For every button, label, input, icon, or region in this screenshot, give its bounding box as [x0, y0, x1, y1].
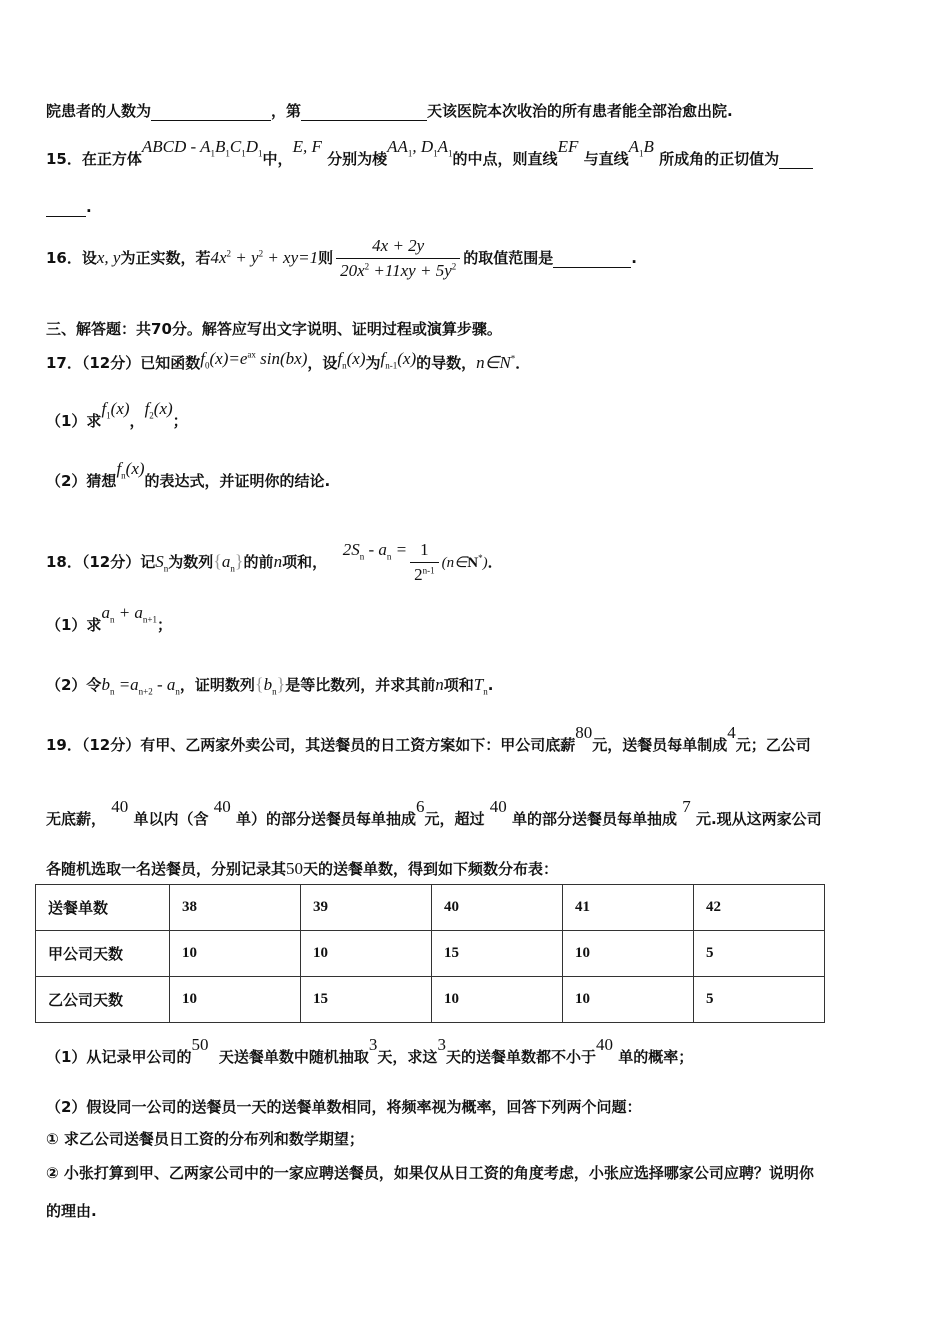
math: a [221, 552, 231, 571]
sub: n [121, 470, 126, 481]
question-19-line2 [46, 797, 822, 829]
table-row [36, 931, 825, 977]
answer-blank [151, 102, 271, 121]
question-17 [46, 349, 531, 374]
math: f [337, 349, 343, 368]
text: 为数列 [168, 553, 214, 571]
fn-1 [380, 349, 417, 371]
text: ，设 [307, 354, 338, 372]
sup: n-1 [422, 565, 435, 576]
text: 是等比数列，并求其前 [285, 676, 436, 694]
table-header: 送餐单数 [36, 885, 170, 931]
question-16 [46, 236, 637, 281]
math: ) [482, 555, 488, 571]
text: ． [515, 354, 531, 372]
math: , D [412, 137, 434, 156]
sub: 1 [638, 148, 644, 159]
math: x, y [96, 248, 121, 267]
question-15 [46, 137, 813, 170]
text: 则 [318, 249, 334, 267]
sub: 1 [225, 148, 230, 159]
sub: n+1 [142, 614, 157, 625]
text: . [631, 249, 637, 267]
text: 单）的部分送餐员每单抽成 [235, 810, 416, 828]
math: 4x [210, 248, 227, 267]
text: 的中点，则直线 [452, 150, 558, 168]
math: b [263, 675, 273, 694]
table-header: 42 [694, 885, 825, 931]
answer-blank [46, 198, 86, 217]
question-number: 18．（12分）记 [46, 553, 156, 571]
table-cell: 10 [432, 977, 563, 1023]
math: n∈N [476, 353, 511, 372]
math: 20x [340, 261, 365, 280]
fn [116, 459, 145, 481]
text: （2）猜想 [46, 472, 117, 490]
math: b [101, 675, 110, 694]
math: 40 [489, 797, 507, 816]
continuation-line [46, 100, 733, 121]
sub: n [175, 686, 180, 697]
line-a1b [628, 137, 654, 159]
table-cell: 15 [432, 931, 563, 977]
math: B [215, 137, 226, 156]
sub: n [483, 686, 488, 697]
math: =1 [298, 248, 319, 267]
sub: n [109, 614, 115, 625]
numerator: 4x + 2y [372, 236, 425, 255]
denominator [336, 258, 460, 281]
fn [337, 349, 366, 371]
math: 50 [191, 1035, 209, 1054]
math: A [628, 137, 639, 156]
question-19-part2-1: ① 求乙公司送餐员日工资的分布列和数学期望； [46, 1130, 364, 1148]
table-cell: 10 [170, 931, 301, 977]
sub: 1 [106, 410, 111, 421]
math: =a [114, 675, 139, 694]
text: ． [487, 553, 503, 571]
sup: 2 [451, 261, 457, 272]
sub: n [163, 563, 169, 574]
math: - [190, 137, 197, 156]
math: f [116, 459, 122, 478]
math: (x) [346, 349, 366, 368]
text: 元；乙公司 [735, 736, 811, 754]
question-17-part1 [46, 399, 188, 432]
sub: 1 [210, 148, 216, 159]
text: 元，超过 [424, 810, 485, 828]
answer-blank [301, 102, 427, 121]
brace-icon: { [213, 551, 222, 571]
text: ； [157, 616, 173, 634]
math: 6 [415, 797, 425, 816]
text: ； [172, 412, 188, 430]
text: ，证明数列 [179, 676, 255, 694]
math: C [229, 137, 242, 156]
sub: n [359, 551, 365, 562]
math: n [435, 675, 444, 694]
math: 7 [682, 797, 691, 816]
text: 与直线 [583, 150, 629, 168]
sn [155, 552, 169, 574]
math: 50 [286, 859, 304, 878]
math: f [380, 349, 386, 368]
sum-expr [101, 603, 157, 625]
text: 单的部分送餐员每单抽成 [511, 810, 677, 828]
question-18-part2 [46, 674, 493, 696]
text: 单的概率； [618, 1048, 694, 1066]
table-cell: 10 [563, 931, 694, 977]
text: ，第 [271, 102, 302, 120]
question-19-part2-2: ② 小张打算到甲、乙两家公司中的一家应聘送餐员，如果仅从日工资的角度考虑，小张应选择哪家公司应聘？说明你 [46, 1164, 814, 1182]
function-def [200, 349, 308, 371]
sup: 2 [226, 248, 232, 259]
answer-blank [553, 249, 631, 268]
text: 的取值范围是 [463, 249, 554, 267]
text: 为正实数，若 [120, 249, 211, 267]
fraction [410, 540, 439, 585]
question-19-part1 [46, 1035, 694, 1067]
question-15-cont [46, 198, 92, 217]
math: =e [228, 349, 248, 368]
sub: 2 [149, 410, 154, 421]
math: sin [255, 349, 280, 368]
text: 中， [262, 150, 293, 168]
table-cell: 甲公司天数 [36, 931, 170, 977]
math: (x) [397, 349, 417, 368]
sub: n [109, 686, 115, 697]
bn [263, 675, 277, 697]
math: +11xy + 5y [369, 261, 452, 280]
brace-icon: { [254, 674, 264, 694]
brace-icon: } [276, 674, 286, 694]
math: - a [152, 675, 176, 694]
text: 分别为棱 [327, 150, 388, 168]
math: 40 [111, 797, 129, 816]
math: (x) [209, 349, 229, 368]
text: . [86, 198, 92, 216]
math: - a [364, 540, 387, 559]
text: 各随机选取一名送餐员，分别记录其 [46, 860, 287, 878]
math: B [643, 137, 654, 156]
numerator: 1 [420, 540, 429, 559]
text: ， [129, 412, 145, 430]
question-18 [46, 540, 503, 585]
text: 19．（12分）有甲、乙两家外卖公司，其送餐员的日工资方案如下：甲公司底薪 [46, 736, 576, 754]
sub: n [342, 360, 347, 371]
condition [210, 248, 318, 267]
math: f [200, 349, 205, 368]
sup: 2 [364, 261, 370, 272]
text: 天的送餐单数都不小于 [445, 1048, 596, 1066]
section-heading: 三、解答题：共70分。解答应写出文字说明、证明过程或演算步骤。 [46, 320, 502, 338]
question-18-part1 [46, 603, 173, 636]
table-header: 41 [563, 885, 694, 931]
table-cell: 10 [563, 977, 694, 1023]
table-cell: 乙公司天数 [36, 977, 170, 1023]
question-19-part2: （2）假设同一公司的送餐员一天的送餐单数相同，将频率视为概率，回答下列两个问题： [46, 1098, 642, 1116]
condition [442, 555, 488, 571]
question-19-part2-3: 的理由. [46, 1202, 97, 1220]
text: . [487, 676, 494, 694]
text: 项和， [282, 553, 328, 571]
text: （1）求 [46, 616, 102, 634]
table-cell: 10 [301, 931, 432, 977]
text: 所成角的正切值为 [659, 150, 780, 168]
table-cell: 5 [694, 977, 825, 1023]
math: N [467, 555, 479, 571]
table-cell: 15 [301, 977, 432, 1023]
math: (n∈ [441, 555, 468, 571]
text: 天，求这 [377, 1048, 438, 1066]
sub: 1 [258, 148, 263, 159]
cube-name [141, 137, 263, 159]
table-cell: 5 [694, 931, 825, 977]
text: 无底薪， [46, 810, 107, 828]
table-cell: 10 [170, 977, 301, 1023]
sub: 0 [204, 360, 210, 371]
math: f [144, 399, 150, 418]
math: ABCD [141, 137, 187, 156]
text: 院患者的人数为 [46, 102, 152, 120]
math: T [473, 675, 484, 694]
math: + a [114, 603, 143, 622]
question-number: 15．在正方体 [46, 150, 142, 168]
math: (x) [125, 459, 145, 478]
math: S [155, 552, 164, 571]
table-header-row [36, 885, 825, 931]
math: 4 [727, 723, 736, 742]
n-domain [476, 353, 515, 372]
math: D [245, 137, 259, 156]
table-header: 38 [170, 885, 301, 931]
math: (x) [153, 399, 173, 418]
question-17-part2 [46, 459, 331, 492]
math: f [101, 399, 107, 418]
sub: 1 [433, 148, 438, 159]
sub: 1 [241, 148, 246, 159]
math: (x) [110, 399, 130, 418]
math: 3 [368, 1035, 378, 1054]
sup: ax [247, 349, 256, 360]
fraction [336, 236, 460, 281]
math: n [273, 552, 283, 571]
relation [342, 540, 408, 562]
math: = [391, 540, 408, 559]
sub: n [230, 563, 235, 574]
sub: 1 [448, 148, 453, 159]
text: （2）令 [46, 676, 102, 694]
sub: n [386, 551, 392, 562]
sup: 2 [258, 248, 264, 259]
math: + xy [263, 248, 299, 267]
bn-def [101, 675, 180, 697]
text: 的表达式，并证明你的结论. [144, 472, 331, 490]
frequency-table [35, 884, 825, 1023]
text: 元.现从这两家公司 [695, 810, 822, 828]
an [221, 552, 235, 574]
text: 的前 [243, 553, 274, 571]
math: 80 [575, 723, 593, 742]
math: 2 [414, 565, 423, 584]
text: 天的送餐单数，得到如下频数分布表： [303, 860, 559, 878]
text: 元，送餐员每单制成 [592, 736, 728, 754]
text: （1）从记录甲公司的 [46, 1048, 192, 1066]
math: 40 [595, 1035, 613, 1054]
math: 3 [437, 1035, 446, 1054]
tn [473, 675, 488, 697]
sup: * [478, 553, 483, 563]
table-row [36, 977, 825, 1023]
math: + y [231, 248, 259, 267]
text: 的导数， [416, 354, 477, 372]
text: 单以内（含 [133, 810, 209, 828]
text: 天该医院本次收治的所有患者能全部治愈出院. [427, 102, 733, 120]
denominator [410, 562, 439, 585]
table-header: 40 [432, 885, 563, 931]
math: A [200, 137, 211, 156]
text: （1）求 [46, 412, 102, 430]
math: EF [557, 137, 579, 156]
question-19-line1 [46, 723, 811, 755]
f2 [144, 399, 173, 421]
math: E, F [292, 137, 322, 156]
math: 2S [342, 540, 360, 559]
math: AA [387, 137, 408, 156]
sup: * [510, 353, 516, 364]
question-19-line3 [46, 858, 558, 879]
sub: n-1 [385, 360, 398, 371]
text: 为 [365, 354, 381, 372]
sub: 1 [407, 148, 413, 159]
answer-blank [779, 150, 813, 169]
table-header: 39 [301, 885, 432, 931]
sub: n+2 [138, 686, 153, 697]
text: 天送餐单数中随机抽取 [218, 1048, 369, 1066]
brace-icon: } [234, 551, 244, 571]
edges [387, 137, 453, 159]
question-number: 16．设 [46, 249, 97, 267]
math: 40 [213, 797, 231, 816]
f1 [101, 399, 130, 421]
question-number: 17．（12分）已知函数 [46, 354, 201, 372]
math: (bx) [279, 349, 308, 368]
text: 项和 [443, 676, 474, 694]
math: a [101, 603, 110, 622]
sub: n [272, 686, 277, 697]
math: A [437, 137, 449, 156]
